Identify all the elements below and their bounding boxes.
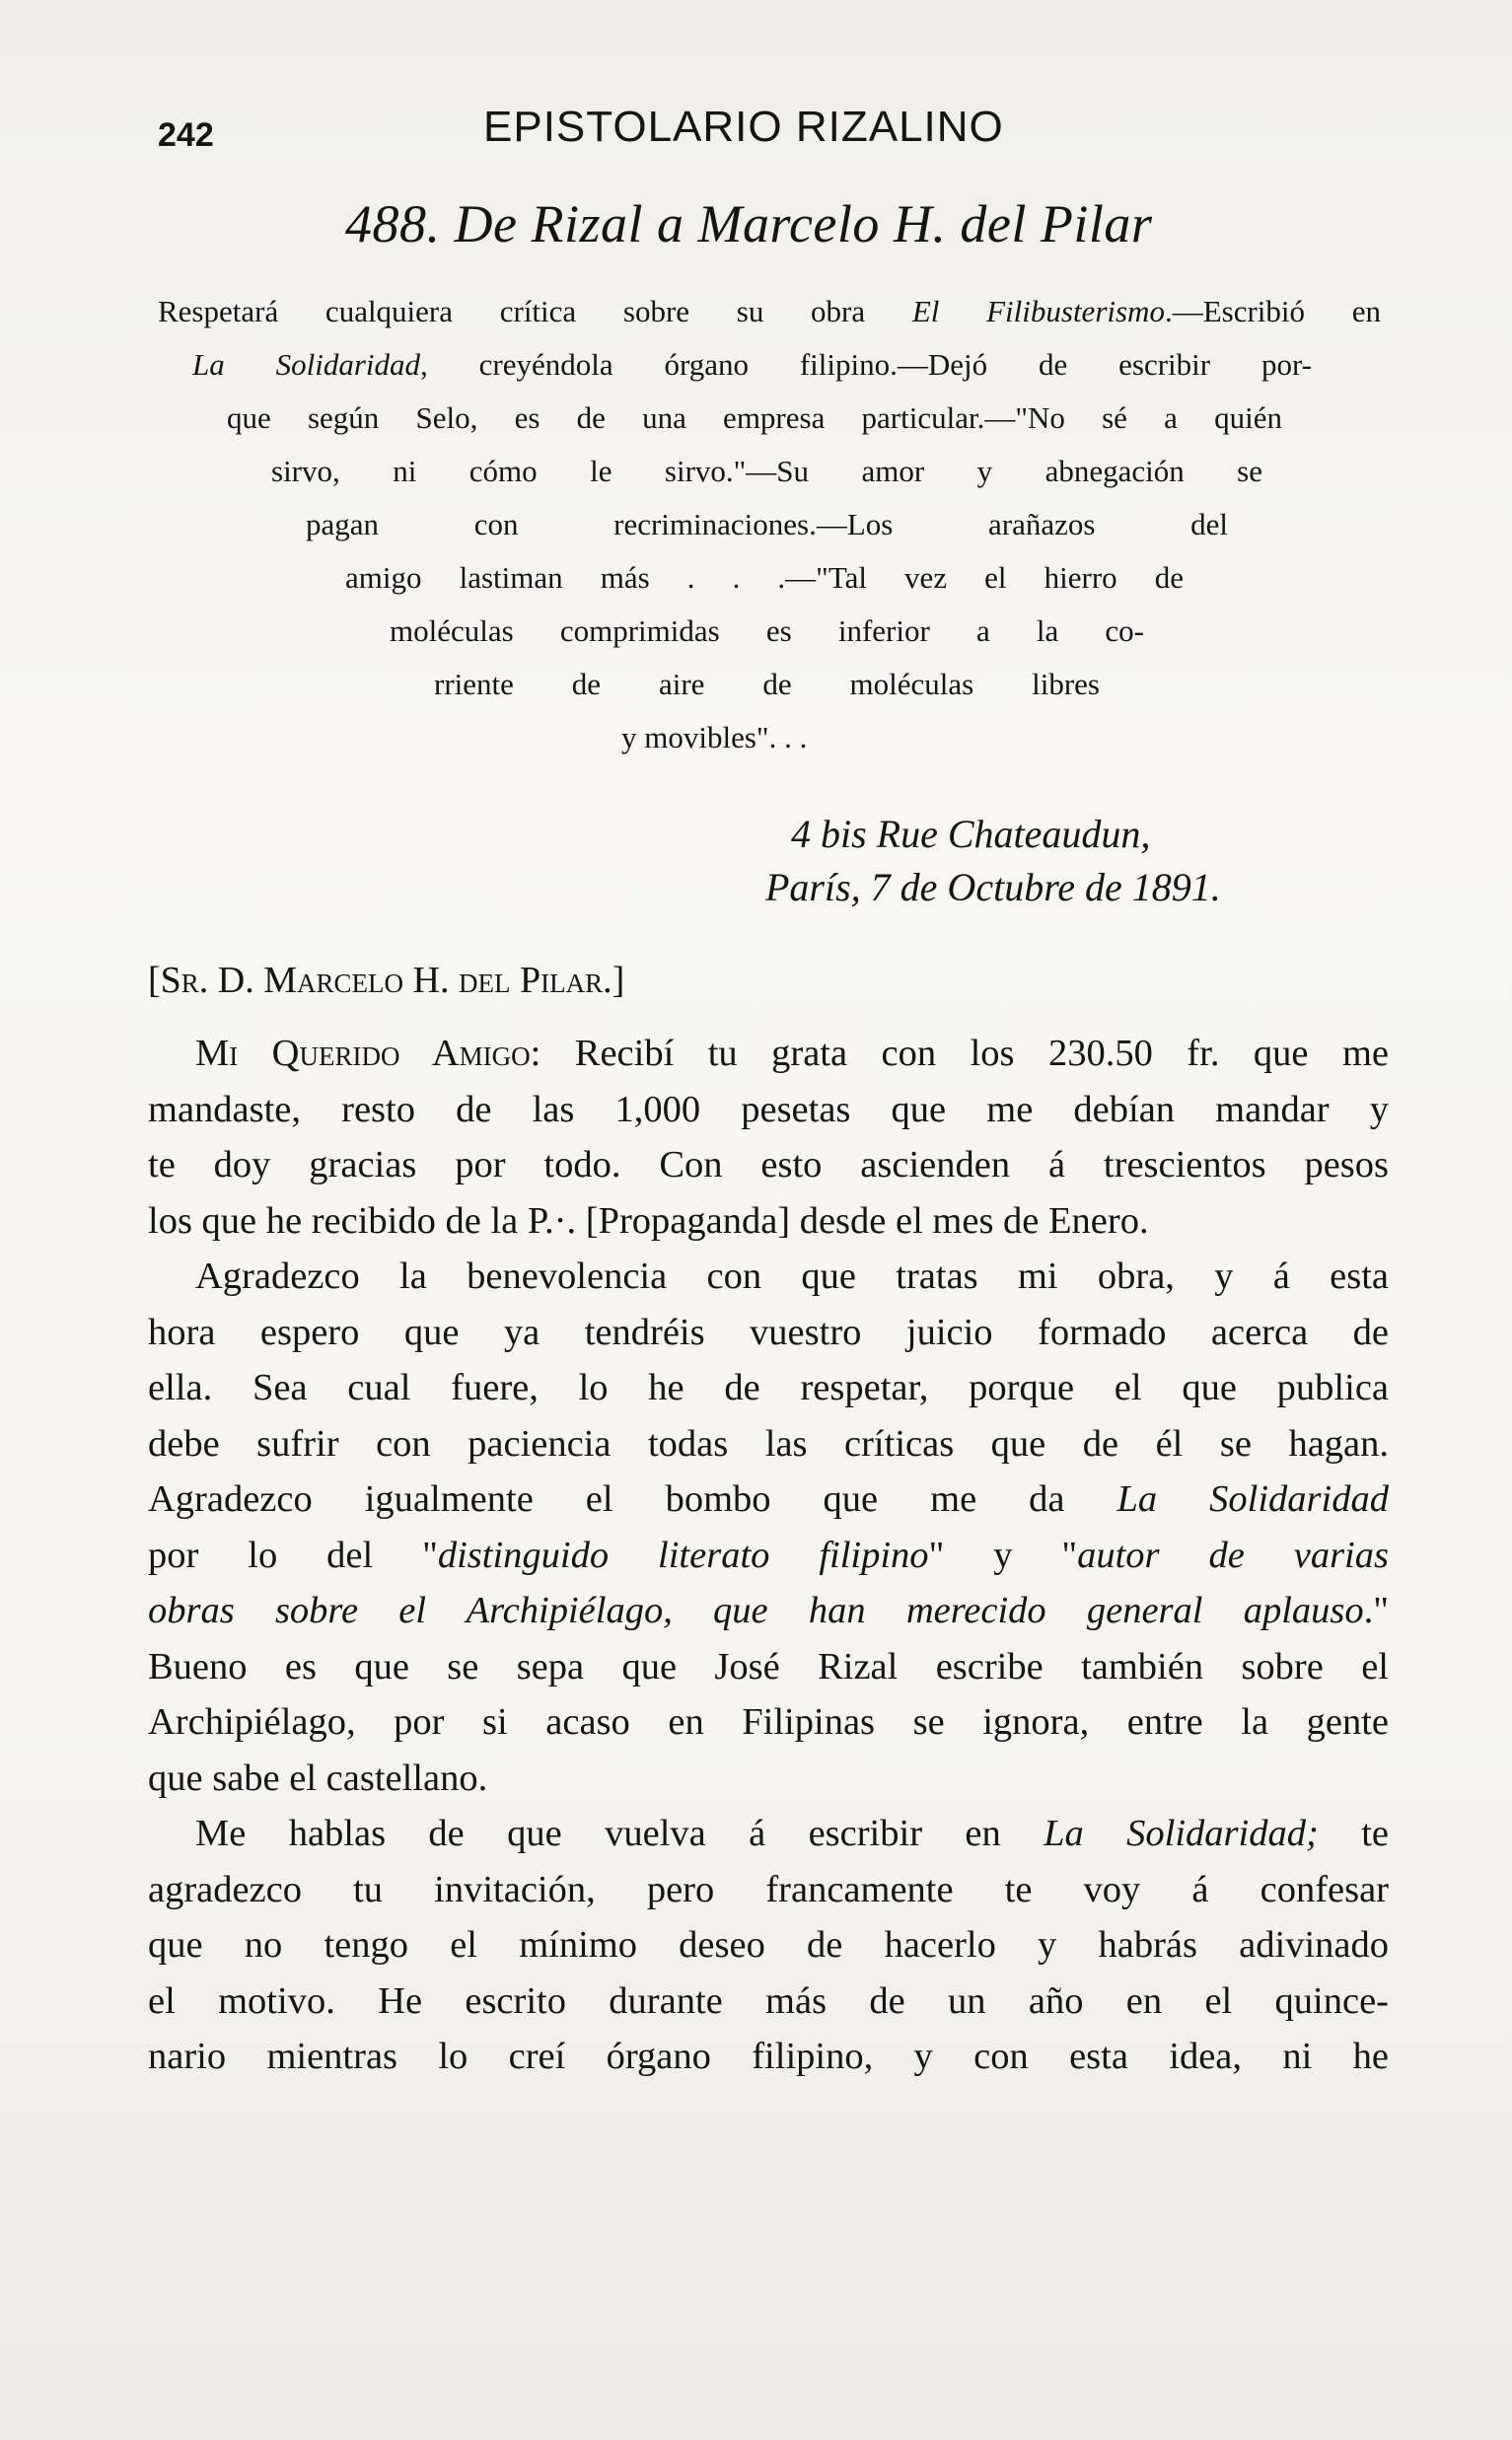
body-line: que sabe el castellano.	[148, 1757, 488, 1799]
body-line: los que he recibido de la P.·. [Propaganda] desde el mes de Enero.	[148, 1199, 1149, 1242]
body-line: mandaste, resto de las 1,000 pesetas que me debían mandar y	[148, 1088, 1389, 1130]
body-line: agradezco tu invitación, pero francamente te voy á confesar	[148, 1868, 1389, 1910]
body-line: Me hablas de que vuelva á escribir en La Solidaridad; te	[195, 1813, 1389, 1854]
italic-run: obras sobre el Archipiélago, que han merecido general aplauso	[148, 1590, 1364, 1631]
letter-title: 488. De Rizal a Marcelo H. del Pilar	[345, 194, 1153, 253]
summary-line: rriente de aire de moléculas libres	[434, 667, 1100, 701]
summary-line: La Solidaridad, creyéndola órgano filipino.—Dejó de escribir por-	[192, 347, 1312, 382]
letter-address: 4 bis Rue Chateaudun,	[791, 812, 1151, 856]
summary-line: y movibles". . .	[621, 720, 808, 754]
body-line: Bueno es que se sepa que José Rizal escribe también sobre el	[148, 1645, 1389, 1687]
italic-run: La Solidaridad	[1116, 1478, 1389, 1520]
summary-line: amigo lastiman más . . .—"Tal vez el hierro de	[345, 560, 1184, 595]
addressee-name: Sr. D. Marcelo H. del Pilar	[160, 960, 604, 1001]
letter-summary	[158, 294, 1381, 754]
body-line: por lo del "distinguido literato filipino" y "autor de varias	[148, 1534, 1389, 1576]
italic-run: El Filibusterismo	[911, 294, 1165, 328]
page-number: 242	[158, 116, 214, 154]
body-line: ella. Sea cual fuere, lo he de respetar, porque el que publica	[148, 1367, 1389, 1408]
letter-date: París, 7 de Octubre de 1891.	[765, 865, 1221, 909]
body-line: te doy gracias por todo. Con esto ascienden á trescientos pesos	[148, 1144, 1389, 1185]
italic-run: autor de varias	[1077, 1534, 1389, 1576]
addressee-open-bracket: [	[148, 960, 161, 1001]
letter-body	[148, 1026, 1389, 2085]
salutation: Mi Querido Amigo	[195, 1033, 531, 1074]
body-line: que no tengo el mínimo deseo de hacerlo y habrás adivinado	[148, 1924, 1389, 1966]
body-line: el motivo. He escrito durante más de un año en el quince-	[148, 1979, 1389, 2022]
italic-run: La Solidaridad;	[1044, 1813, 1319, 1854]
body-line: debe sufrir con paciencia todas las críticas que de él se hagan.	[148, 1422, 1389, 1465]
addressee	[148, 959, 624, 1002]
summary-line: que según Selo, es de una empresa particular.—"No sé a quién	[227, 400, 1282, 435]
italic-run: distinguido literato filipino	[437, 1534, 929, 1576]
summary-line: pagan con recriminaciones.—Los arañazos del	[306, 507, 1228, 541]
summary-line: sirvo, ni cómo le sirvo."—Su amor y abnegación se	[271, 454, 1262, 488]
body-line: Archipiélago, por si acaso en Filipinas se ignora, entre la gente	[148, 1701, 1389, 1743]
running-head	[158, 99, 1371, 158]
body-line: Agradezco la benevolencia con que tratas mi obra, y á esta	[195, 1256, 1389, 1297]
body-line: obras sobre el Archipiélago, que han merecido general aplauso."	[148, 1590, 1389, 1631]
italic-run: La Solidaridad	[192, 347, 421, 382]
addressee-close-bracket: .]	[603, 960, 625, 1001]
running-title: EPISTOLARIO RIZALINO	[483, 103, 1004, 151]
body-line: Agradezco igualmente el bombo que me da La Solidaridad	[148, 1478, 1389, 1520]
body-line: hora espero que ya tendréis vuestro juicio formado acerca de	[148, 1311, 1389, 1353]
body-line: nario mientras lo creí órgano filipino, y con esta idea, ni he	[148, 2036, 1389, 2077]
body-line: Mi Querido Amigo: Recibí tu grata con los 230.50 fr. que me	[195, 1033, 1389, 1074]
summary-line: moléculas comprimidas es inferior a la co-	[390, 613, 1144, 648]
summary-line: Respetará cualquiera crítica sobre su obra El Filibusterismo.—Escribió en	[158, 294, 1381, 328]
